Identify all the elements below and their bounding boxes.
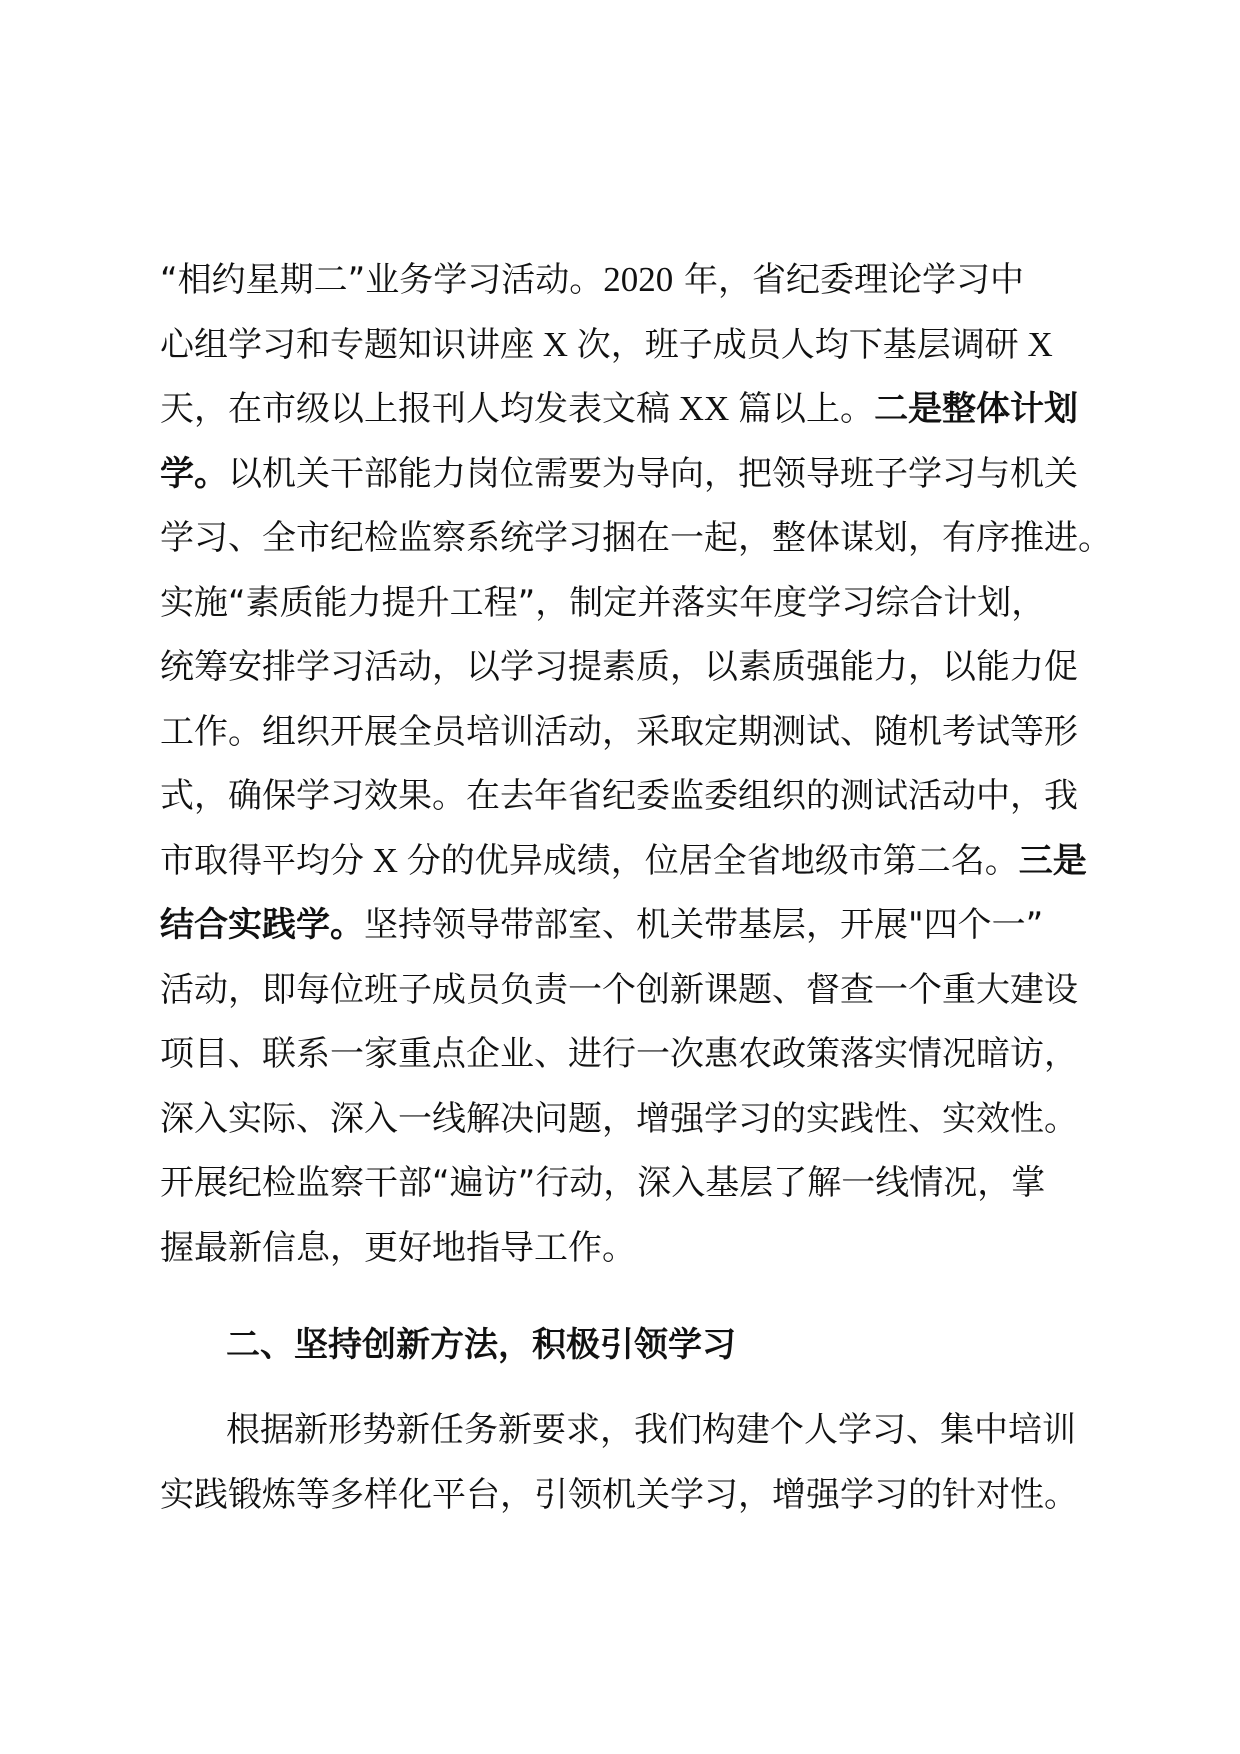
text-line	[160, 1087, 1090, 1152]
section-heading: 二、坚持创新方法，积极引领学习	[226, 1325, 736, 1365]
text-run: 心组学习和专题知识讲座	[160, 324, 534, 365]
text-run-number: X	[1018, 324, 1053, 364]
text-line	[160, 1216, 1090, 1281]
text-run: 开展纪检监察干部“遍访”行动，深入基层了解一线情况，掌	[160, 1163, 1046, 1203]
text-run: 学习、全市纪检监察系统学习捆在一起，整体谋划，有序推进。	[160, 518, 1112, 558]
bold-lead-in: 三是	[1018, 840, 1087, 881]
text-run: 年，省纪委理论学习中	[673, 260, 1025, 300]
text-line	[160, 248, 1090, 313]
text-line	[160, 1398, 1090, 1463]
bold-lead-in: 结合实践学。	[160, 905, 364, 945]
text-line	[160, 958, 1090, 1023]
text-run: 握最新信息，更好地指导工作。	[160, 1227, 636, 1268]
text-run: “相约星期二”业务学习活动。	[160, 260, 604, 300]
text-line	[160, 571, 1090, 636]
text-run-number: 2020	[603, 260, 674, 299]
text-run: 分的优异成绩，位居全省地级市第二名。	[406, 840, 1019, 881]
text-run: 天，在市级以上报刊人均发表文稿	[160, 389, 670, 429]
text-run: 工作。组织开展全员培训活动，采取定期测试、随机考试等形	[160, 711, 1078, 752]
text-line	[160, 829, 1090, 894]
text-line	[160, 700, 1090, 765]
text-run: 坚持领导带部室、机关带基层，开展"四个一”	[364, 905, 1044, 945]
text-run: 市取得平均分	[160, 840, 364, 881]
text-run: 以机关干部能力岗位需要为导向，把领导班子学习与机关	[228, 453, 1078, 494]
bold-lead-in: 学。	[160, 453, 228, 494]
text-run-number: XX	[670, 389, 739, 428]
text-run: 统筹安排学习活动，以学习提素质，以素质强能力，以能力促	[160, 647, 1078, 687]
text-run: 活动，即每位班子成员负责一个创新课题、督查一个重大建设	[160, 969, 1078, 1010]
text-run: 实施“素质能力提升工程”，制定并落实年度学习综合计划，	[160, 582, 1046, 623]
text-run: 实践锻炼等多样化平台，引领机关学习，增强学习的针对性。	[160, 1474, 1078, 1515]
text-run: 篇以上。	[738, 389, 875, 429]
bold-lead-in: 二是整体计划	[874, 389, 1079, 429]
paragraph-spacer	[160, 1380, 1090, 1398]
text-line	[160, 1022, 1090, 1087]
text-line	[160, 893, 1090, 958]
text-run: 根据新形势新任务新要求，我们构建个人学习、集中培训	[226, 1410, 1076, 1450]
text-line	[160, 313, 1090, 378]
document-body	[160, 248, 1112, 1527]
text-line	[160, 442, 1090, 507]
text-run-number: X	[534, 324, 577, 364]
text-run: 深入实际、深入一线解决问题，增强学习的实践性、实效性。	[160, 1098, 1078, 1139]
text-run: 项目、联系一家重点企业、进行一次惠农政策落实情况暗访，	[160, 1034, 1078, 1074]
text-run: 式，确保学习效果。在去年省纪委监委组织的测试活动中，我	[160, 776, 1078, 816]
text-line	[160, 377, 1090, 442]
text-line	[160, 1463, 1090, 1528]
text-line	[160, 764, 1090, 829]
text-line	[160, 635, 1090, 700]
text-line	[160, 506, 1112, 571]
text-line	[160, 1151, 1090, 1216]
text-run-number: X	[364, 840, 407, 880]
text-run: 次，班子成员人均下基层调研	[576, 324, 1019, 365]
